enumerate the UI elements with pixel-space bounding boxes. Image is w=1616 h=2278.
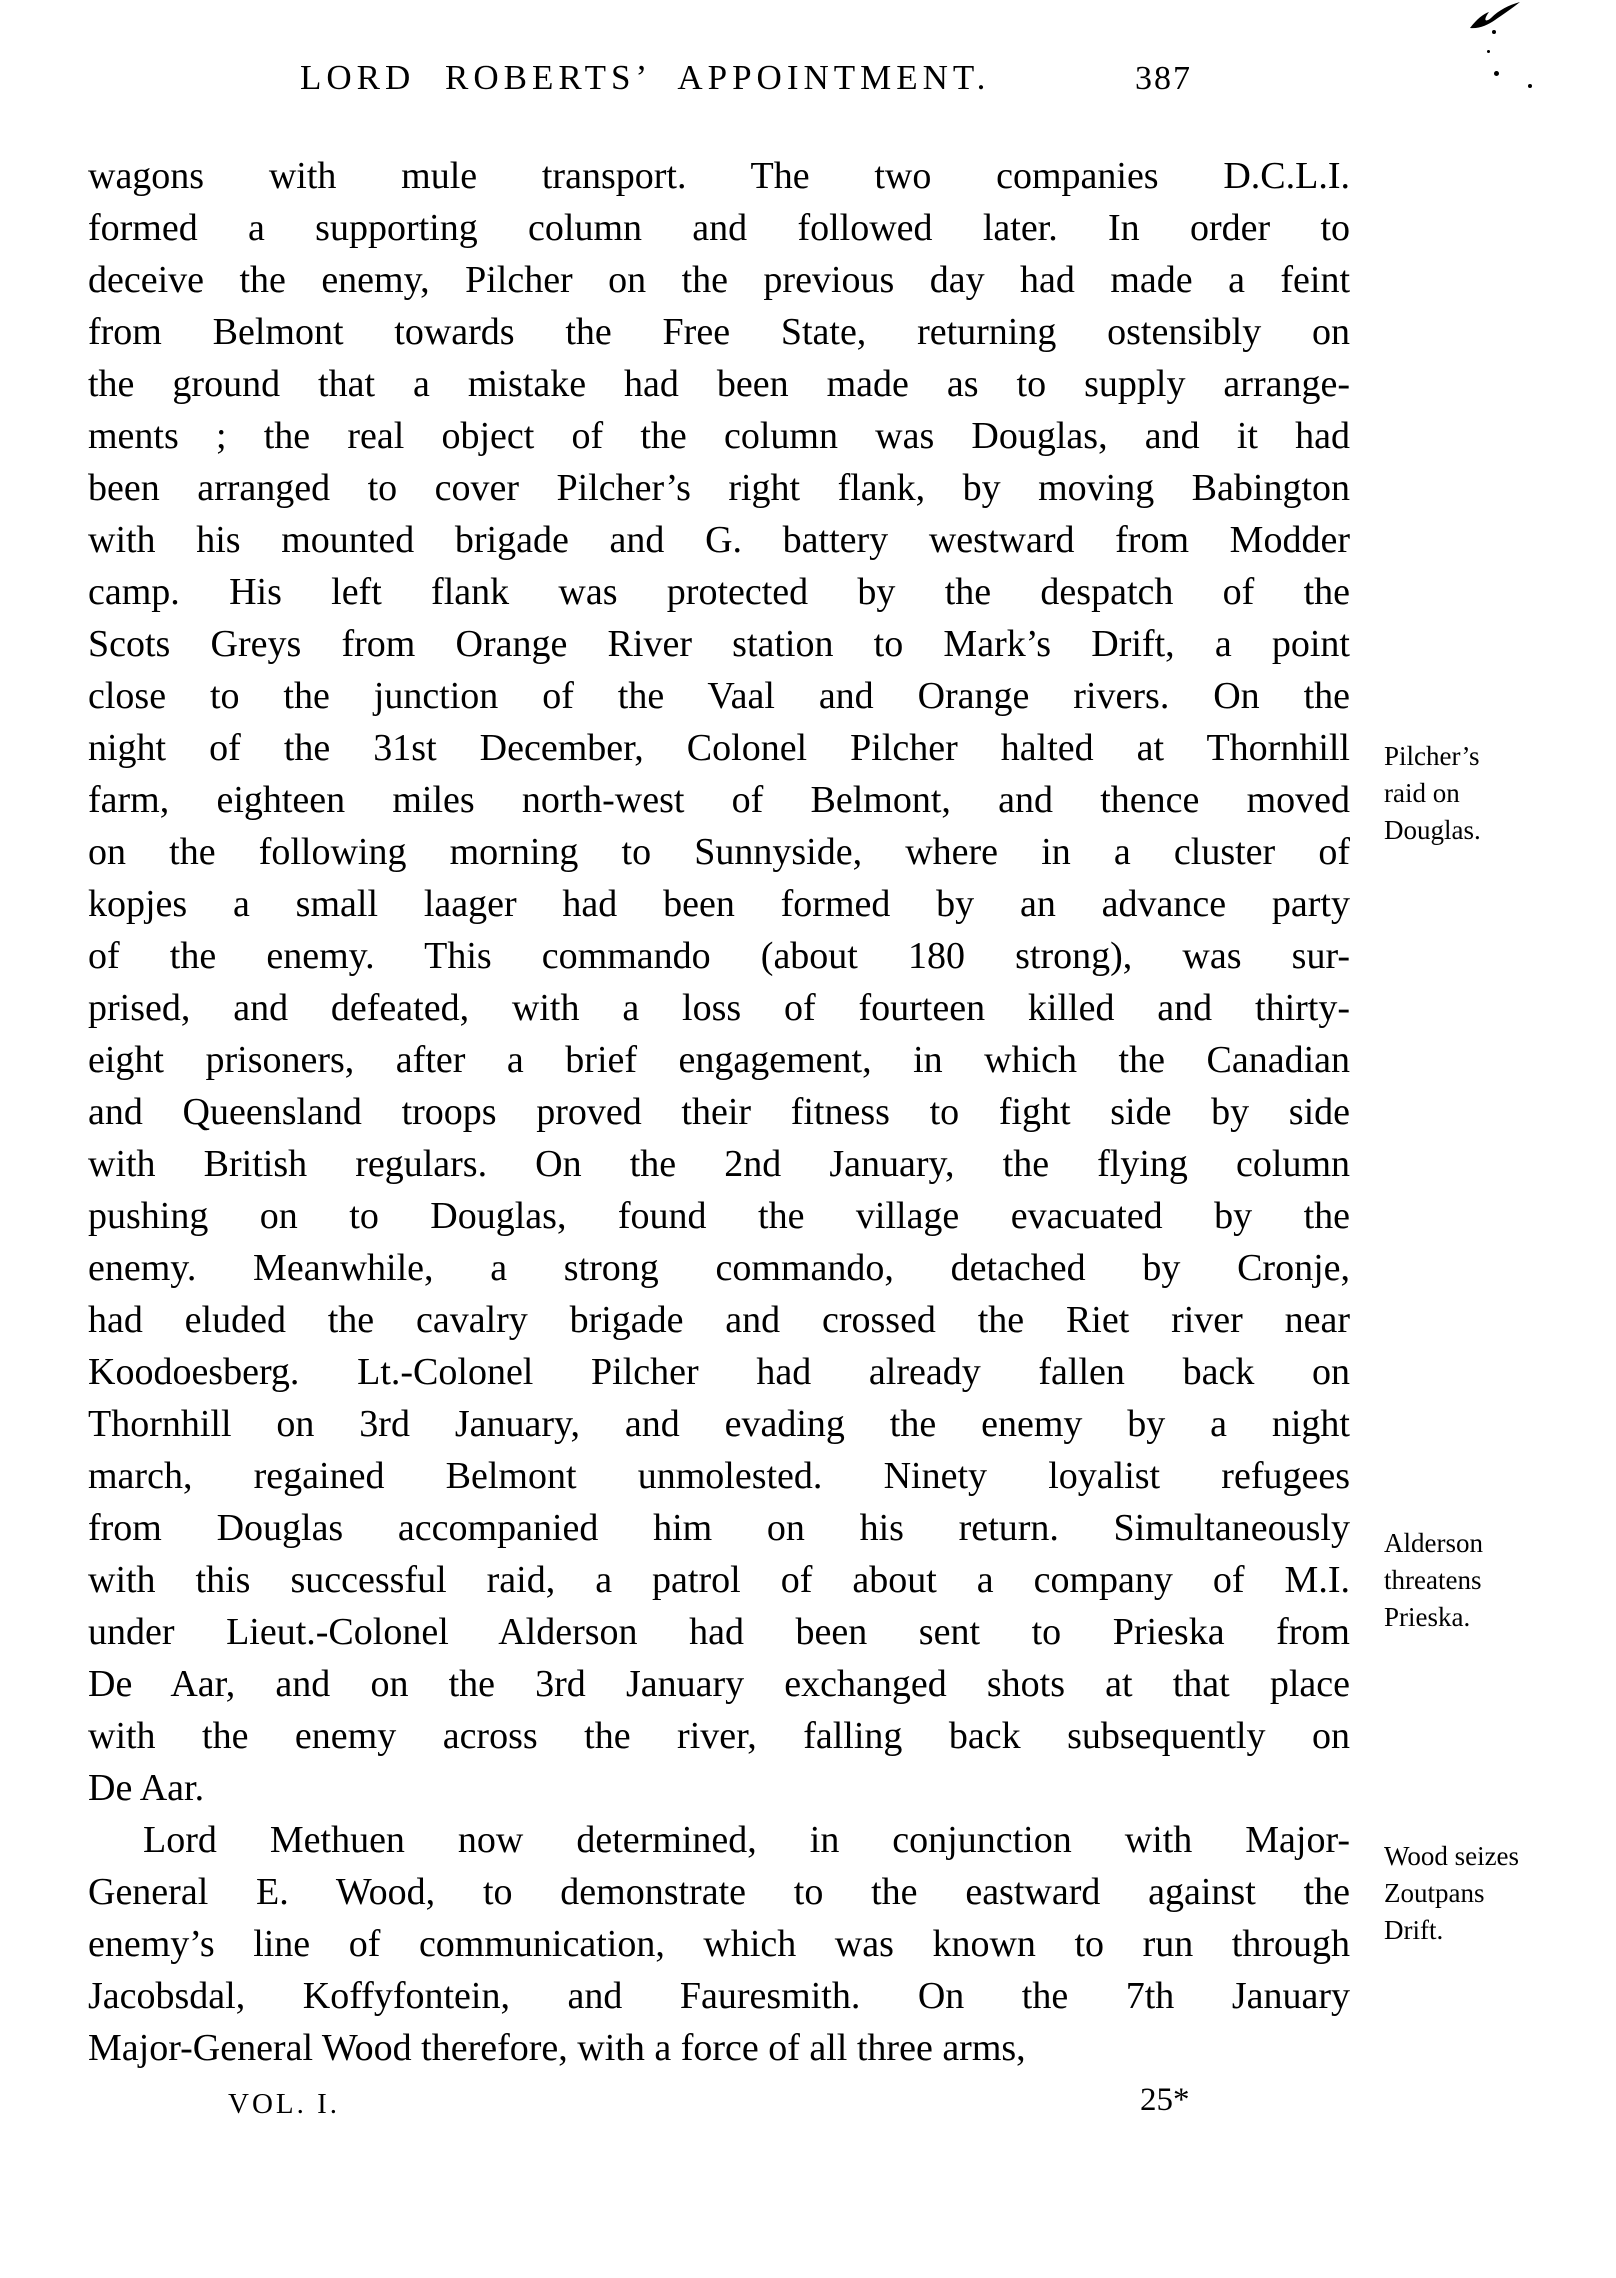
body-line: De Aar. [88,1767,205,1809]
body-line: farm, eighteen miles north-west of Belmont, and thence moved [88,779,1350,821]
body-line: kopjes a small laager had been formed by an advance party [88,883,1350,925]
running-head-title: LORD ROBERTS’ APPOINTMENT. [300,58,991,97]
body-line: with his mounted brigade and G. battery westward from Modder [88,519,1350,561]
margin-note-pilcher-raid [1384,738,1594,849]
scan-speck [1494,71,1499,76]
body-line: had eluded the cavalry brigade and crossed the Riet river near [88,1299,1350,1341]
body-line: under Lieut.-Colonel Alderson had been sent to Prieska from [88,1611,1350,1653]
body-line: Thornhill on 3rd January, and evading the enemy by a night [88,1403,1350,1445]
body-line: Major-General Wood therefore, with a force of all three arms, [88,2027,1026,2069]
body-line: with British regulars. On the 2nd January, the flying column [88,1143,1350,1185]
body-line: prised, and defeated, with a loss of fourteen killed and thirty- [88,987,1350,1029]
margin-note-wood-zoutpans [1384,1838,1594,1949]
body-line: Koodoesberg. Lt.-Colonel Pilcher had already fallen back on [88,1351,1350,1393]
ink-flick-icon [1468,0,1522,32]
margin-note-line: threatens [1384,1565,1482,1595]
scan-speck [1487,50,1490,53]
body-line: camp. His left flank was protected by the despatch of the [88,571,1350,613]
body-line: march, regained Belmont unmolested. Ninety loyalist refugees [88,1455,1350,1497]
body-line: from Douglas accompanied him on his return. Simultaneously [88,1507,1350,1549]
body-line: pushing on to Douglas, found the village evacuated by the [88,1195,1350,1237]
body-line: the ground that a mistake had been made as to supply arrange- [88,363,1350,405]
body-line: with the enemy across the river, falling back subsequently on [88,1715,1350,1757]
body-line: on the following morning to Sunnyside, where in a cluster of [88,831,1350,873]
body-line: Lord Methuen now determined, in conjunction with Major- [143,1819,1350,1861]
margin-note-line: Drift. [1384,1915,1444,1945]
body-text-column [88,150,1350,2074]
body-line: close to the junction of the Vaal and Orange rivers. On the [88,675,1350,717]
signature-mark: 25* [1140,2082,1190,2118]
margin-note-alderson-prieska [1384,1525,1594,1636]
page-number: 387 [1135,60,1192,97]
margin-note-line: Pilcher’s [1384,741,1480,771]
body-line: General E. Wood, to demonstrate to the eastward against the [88,1871,1350,1913]
body-line: ments ; the real object of the column was Douglas, and it had [88,415,1350,457]
body-line: De Aar, and on the 3rd January exchanged shots at that place [88,1663,1350,1705]
margin-note-line: Alderson [1384,1528,1483,1558]
body-line: enemy’s line of communication, which was known to run through [88,1923,1350,1965]
body-line: deceive the enemy, Pilcher on the previous day had made a feint [88,259,1350,301]
body-line: enemy. Meanwhile, a strong commando, detached by Cronje, [88,1247,1350,1289]
body-line: night of the 31st December, Colonel Pilcher halted at Thornhill [88,727,1350,769]
margin-note-line: Zoutpans [1384,1878,1485,1908]
margin-note-line: raid on [1384,778,1460,808]
margin-note-line: Douglas. [1384,815,1481,845]
scan-speck [1492,30,1496,34]
margin-note-line: Prieska. [1384,1602,1471,1632]
volume-label: VOL. I. [228,2088,341,2120]
body-line: and Queensland troops proved their fitness to fight side by side [88,1091,1350,1133]
body-line: eight prisoners, after a brief engagement, in which the Canadian [88,1039,1350,1081]
body-line: from Belmont towards the Free State, returning ostensibly on [88,311,1350,353]
body-line: wagons with mule transport. The two companies D.C.L.I. [88,155,1350,197]
body-line: formed a supporting column and followed later. In order to [88,207,1350,249]
body-line: Scots Greys from Orange River station to Mark’s Drift, a point [88,623,1350,665]
body-line: of the enemy. This commando (about 180 strong), was sur- [88,935,1350,977]
body-line: been arranged to cover Pilcher’s right flank, by moving Babington [88,467,1350,509]
scan-speck [1528,84,1532,88]
body-line: with this successful raid, a patrol of about a company of M.I. [88,1559,1350,1601]
margin-note-line: Wood seizes [1384,1841,1520,1871]
body-line: Jacobsdal, Koffyfontein, and Fauresmith. On the 7th January [88,1975,1350,2017]
